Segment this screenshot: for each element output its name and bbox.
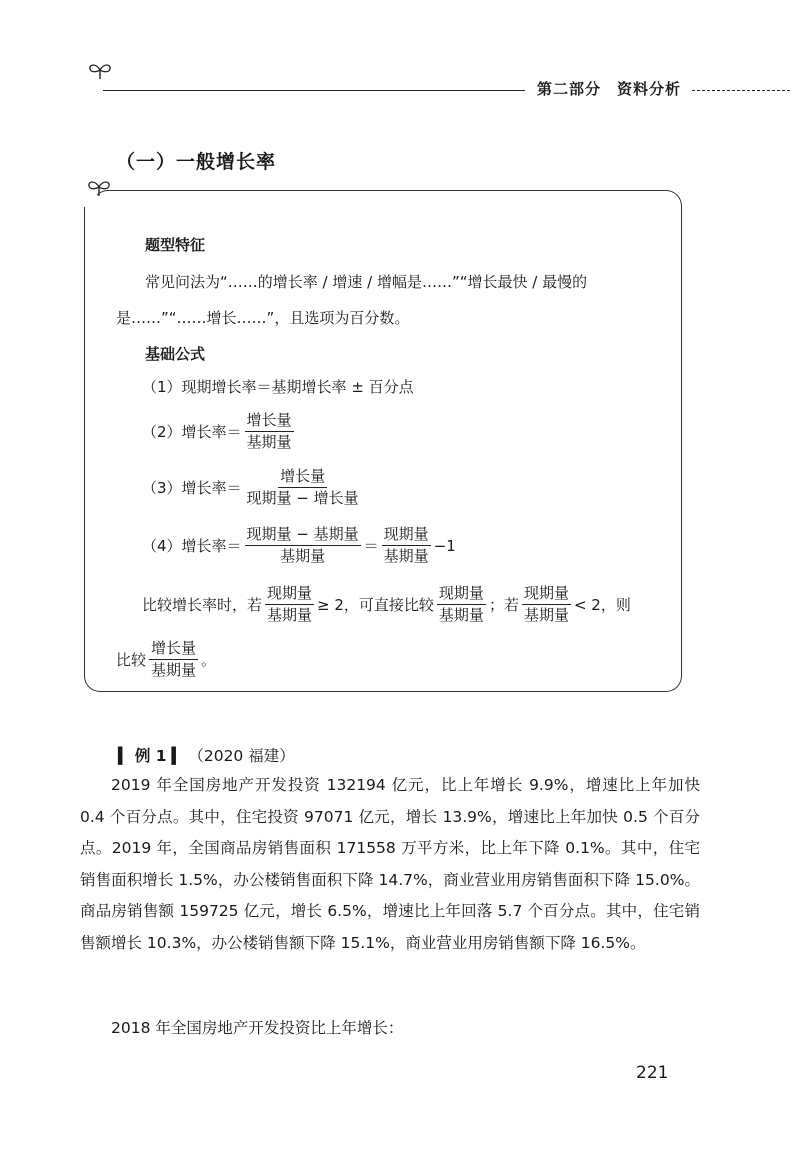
comparison-tail: < 2，则	[573, 596, 631, 615]
running-header-title: 第二部分 资料分析	[537, 80, 682, 98]
heading-basic-formulas: 基础公式	[145, 345, 206, 363]
formula-1: （1）现期增长率＝基期增长率 ± 百分点	[142, 378, 414, 396]
comparison-fraction-3	[522, 585, 571, 625]
formula-3-numerator: 增长量	[278, 468, 327, 488]
formula-3-fraction	[245, 468, 361, 508]
example-bar-left: ▍	[118, 747, 130, 765]
comparison-mid-1: ≥ 2，可直接比较	[317, 596, 434, 615]
comparison2-numerator: 增长量	[149, 640, 198, 660]
section-title: （一）一般增长率	[116, 151, 277, 173]
comparison2-prefix: 比较	[116, 651, 147, 670]
comparison-rule-line1	[142, 585, 631, 625]
comparison-rule-line2	[116, 640, 216, 680]
comparison-fraction-1	[265, 585, 314, 625]
comparison-fraction-2	[437, 585, 486, 625]
formula-2-label: （2）增长率＝	[142, 423, 242, 442]
formula-3-denominator: 现期量 − 增长量	[246, 489, 359, 508]
example-paragraph: 2019 年全国房地产开发投资 132194 亿元，比上年增长 9.9%，增速比上年加快 0.4 个百分点。其中，住宅投资 97071 亿元，增长 13.9%，增速比上年加快 0.5 个百分点。2019 年，全国商品房销售面积 171558 万平方米，比上年下降 0.1%。其中，住宅销售面积增长 1.5%，办公楼销售面积下降 14.7%，商业营业用房销售面积下降 15.0%。商品房销售额 159725 亿元，增长 6.5%，增速比上年回落 5.7 个百分点。其中，住宅销售额增长 10.3%，办公楼销售额下降 15.1%，商业营业用房销售额下降 16.5%。	[80, 776, 700, 952]
features-text-line2: 是……”“……增长……”，且选项为百分数。	[116, 309, 410, 327]
formula-4-numerator-1: 现期量 − 基期量	[245, 526, 361, 546]
formula-4-tail: −1	[433, 536, 456, 555]
formula-4-denominator-2: 基期量	[383, 547, 429, 566]
comparison2-tail: 。	[201, 651, 217, 670]
formula-2	[142, 412, 297, 452]
formula-2-numerator: 增长量	[245, 412, 294, 432]
comparison-denominator-1: 基期量	[267, 606, 313, 625]
comparison2-denominator: 基期量	[151, 661, 197, 680]
formula-4-fraction-2	[382, 526, 431, 566]
features-text-line1: 常见问法为“……的增长率 / 增速 / 增幅是……”“增长最快 / 最慢的	[145, 273, 588, 291]
formula-2-fraction	[245, 412, 294, 452]
example-label: 例 1	[134, 747, 167, 765]
comparison-mid-2: ；若	[488, 596, 519, 615]
formula-4-fraction-1	[245, 526, 361, 566]
example-question: 2018 年全国房地产开发投资比上年增长：	[111, 1019, 404, 1037]
comparison-denominator-2: 基期量	[438, 606, 484, 625]
comparison-numerator-3: 现期量	[522, 585, 571, 605]
comparison-numerator-1: 现期量	[265, 585, 314, 605]
formula-4-equals: ＝	[363, 537, 379, 556]
formula-4-denominator-1: 基期量	[280, 547, 326, 566]
comparison-prefix: 比较增长率时，若	[142, 596, 263, 615]
formula-4	[142, 526, 456, 566]
formula-4-label: （4）增长率＝	[142, 537, 242, 556]
example-heading	[118, 744, 295, 766]
header-rule-right	[692, 90, 790, 91]
formula-2-denominator: 基期量	[246, 433, 292, 452]
header-rule-left	[103, 90, 525, 91]
sprout-ornament-icon	[87, 62, 113, 80]
formula-3-label: （3）增长率＝	[142, 479, 242, 498]
comparison-denominator-3: 基期量	[523, 606, 569, 625]
comparison-numerator-2: 现期量	[437, 585, 486, 605]
formula-3	[142, 468, 364, 508]
formula-4-numerator-2: 现期量	[382, 526, 431, 546]
example-bar-right: ▍	[171, 747, 184, 765]
heading-question-features: 题型特征	[145, 236, 206, 254]
comparison2-fraction	[149, 640, 198, 680]
example-source: （2020 福建）	[188, 747, 295, 765]
page-number: 221	[636, 1063, 669, 1083]
